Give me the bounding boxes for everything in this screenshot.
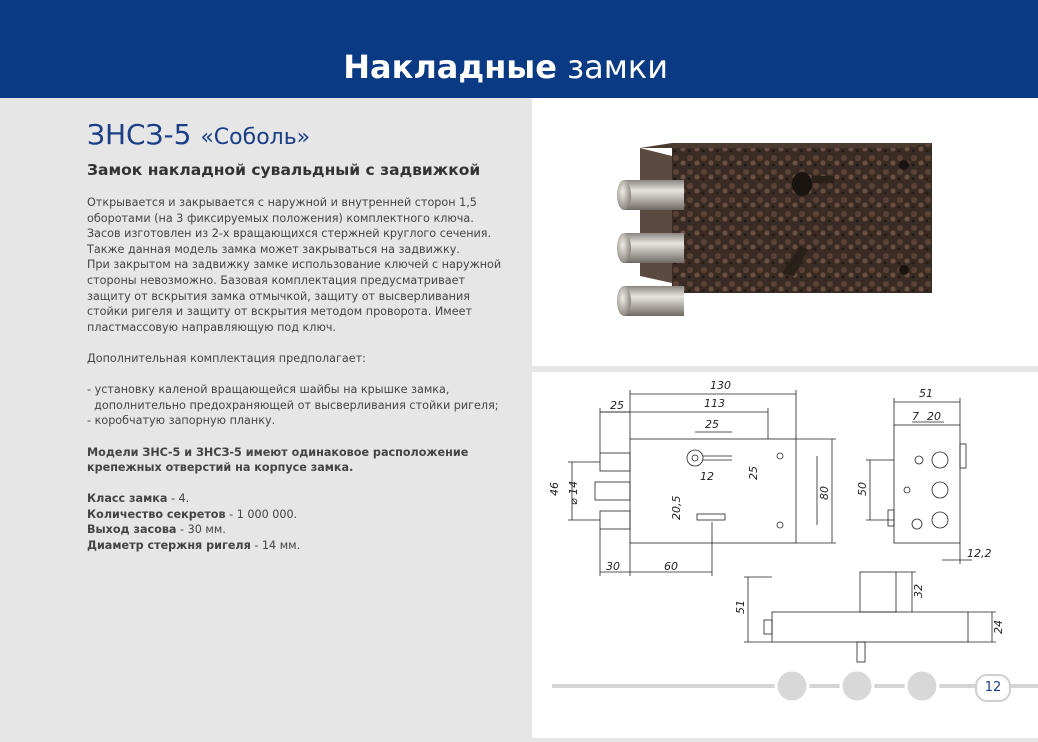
- dim-60: 60: [664, 560, 678, 573]
- dim-14: ⌀ 14: [567, 480, 580, 505]
- dim-25-key: 25: [705, 418, 719, 431]
- spec-label: Выход засова: [87, 523, 177, 537]
- dim-24: 24: [992, 620, 1005, 634]
- footer-decoration: [532, 660, 1038, 738]
- dim-113: 113: [704, 397, 725, 410]
- dim-51-bottom: 51: [734, 600, 747, 614]
- dim-25: 25: [610, 399, 624, 412]
- header-bar: [0, 0, 1038, 98]
- dim-80: 80: [818, 486, 831, 500]
- spec-row: [87, 507, 517, 523]
- product-photo-panel: [532, 98, 1038, 366]
- dim-32: 32: [912, 584, 925, 598]
- lock-photo: [532, 98, 1038, 366]
- page-number: 12: [975, 674, 1011, 702]
- lock-body: [672, 143, 932, 293]
- spec-value: - 14 мм.: [250, 539, 301, 553]
- page-title: [343, 48, 668, 86]
- dim-7: 7: [912, 410, 919, 423]
- spec-value: - 1 000 000.: [225, 507, 298, 521]
- spec-value: - 30 мм.: [176, 523, 226, 537]
- dim-51: 51: [919, 387, 933, 400]
- product-subtitle: Замок накладной сувальдный с задвижкой: [87, 161, 481, 179]
- description: [87, 195, 517, 554]
- text-column: [87, 120, 517, 554]
- spec-label: Количество секретов: [87, 507, 226, 521]
- description-line: оборотами (на 3 фиксируемых положения) комплектного ключа.: [87, 211, 474, 225]
- description-line: Засов изготовлен из 2-х вращающихся стержней круглого сечения.: [87, 227, 492, 241]
- title-regular: замки: [567, 48, 668, 86]
- model-code: ЗНСЗ-5: [87, 118, 192, 151]
- dim-12-2: 12,2: [967, 547, 992, 560]
- spec-row: [87, 522, 517, 538]
- title-bold: Накладные: [343, 48, 557, 86]
- spec-label: Диаметр стержня ригеля: [87, 539, 251, 553]
- dim-20: 20: [927, 410, 941, 423]
- keyhole-icon: [792, 172, 812, 196]
- note-line: крепежных отверстий на корпусе замка.: [87, 461, 354, 475]
- dim-12: 12: [700, 470, 714, 483]
- extra-line: дополнительно предохраняющей от высверливания стойки ригеля;: [87, 398, 499, 412]
- description-line: защиту от вскрытия замка отмычкой, защиту от высверливания: [87, 289, 470, 303]
- dim-20-5: 20,5: [670, 495, 683, 520]
- extra-line: - коробчатую запорную планку.: [87, 414, 276, 428]
- description-line: стороны невозможно. Базовая комплектация предусматривает: [87, 273, 465, 287]
- description-line: При закрытом на задвижку замке использование ключей с наружной: [87, 258, 502, 272]
- spec-row: [87, 491, 517, 507]
- model-name: «Соболь»: [200, 125, 311, 150]
- dimension-labels: [548, 379, 1005, 634]
- product-model: [87, 120, 517, 153]
- extra-heading: Дополнительная комплектация предполагает:: [87, 351, 366, 365]
- bolt-rods: [617, 180, 684, 316]
- spec-value: - 4.: [167, 492, 190, 506]
- description-line: пластмассовую направляющую под ключ.: [87, 320, 337, 334]
- spec-label: Класс замка: [87, 492, 168, 506]
- description-line: Также данная модель замка может закрываться на задвижку.: [87, 242, 460, 256]
- dim-30: 30: [606, 560, 620, 573]
- description-line: Открывается и закрывается с наружной и внутренней сторон 1,5: [87, 196, 477, 209]
- extra-line: - установку каленой вращающейся шайбы на крышке замка,: [87, 383, 450, 397]
- dim-25-vert: 25: [747, 466, 760, 480]
- note-line: Модели ЗНС-5 и ЗНСЗ-5 имеют одинаковое расположение: [87, 445, 469, 459]
- dim-50: 50: [856, 482, 869, 496]
- description-line: стойки ригеля и защиту от вскрытия методом проворота. Имеет: [87, 305, 472, 319]
- spec-row: [87, 538, 517, 554]
- dim-46: 46: [548, 482, 561, 496]
- dim-130: 130: [710, 379, 731, 392]
